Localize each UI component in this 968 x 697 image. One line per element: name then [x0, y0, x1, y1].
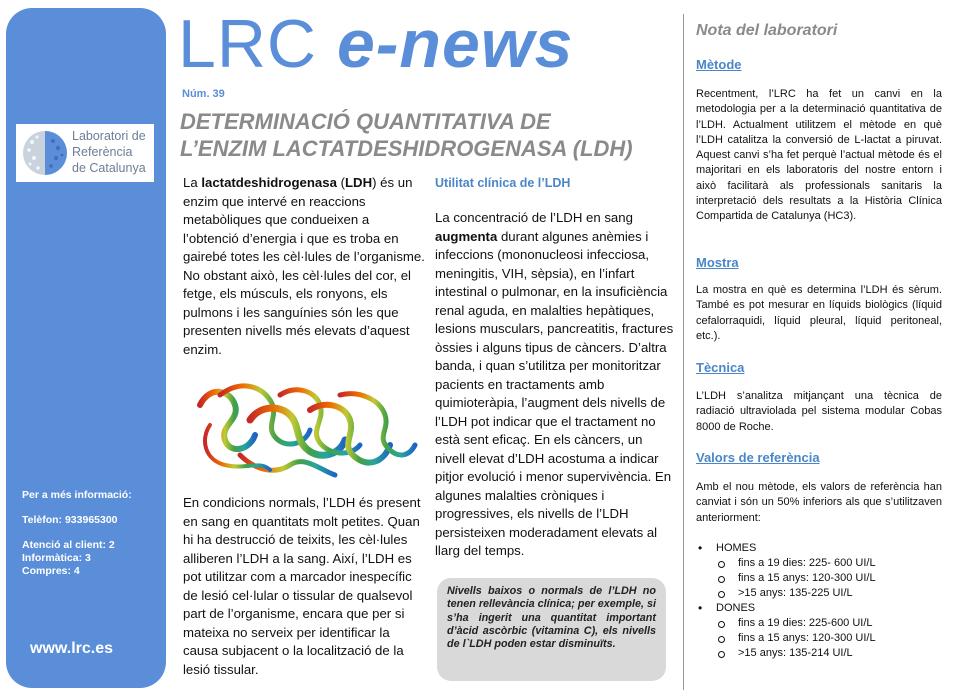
sidebar	[6, 8, 166, 688]
list-group-women: • DONES	[696, 601, 946, 616]
clinical-utility-heading: Utilitat clínica de l’LDH	[435, 176, 571, 190]
logo-line-3: de Catalunya	[72, 161, 146, 175]
method-heading: Mètode	[696, 57, 742, 72]
technique-heading: Tècnica	[696, 360, 745, 375]
intro-bold-term: lactatdeshidrogenasa	[201, 175, 337, 190]
issue-number: Núm. 39	[182, 88, 225, 100]
intro-paragraph	[183, 174, 427, 359]
client-extension: Atenció al client: 2	[22, 539, 115, 551]
website-link[interactable]: www.lrc.es	[30, 640, 113, 657]
headline-line-2: L’ENZIM LACTATDESHIDROGENASA (LDH)	[180, 136, 633, 161]
list-item: fins a 15 anys: 120-300 UI/L	[696, 571, 946, 586]
logo-line-1: Laboratori de	[72, 129, 146, 143]
list-item: >15 anys: 135-214 UI/L	[696, 646, 946, 661]
logo-text	[72, 128, 146, 176]
clinical-utility-paragraph	[435, 209, 675, 561]
info-heading: Per a més informació:	[22, 489, 132, 501]
method-paragraph: Recentment, l’LRC ha fet un canvi en la metodologia per a la determinació quantitativa de l’LDH. Actualment utilitzem el mètode en què l’LDH catalitza la conversió de L-lactat a piruvat. Aquest canvi s’ha fet perquè l’actual mètode és el majoritari en els laboratoris del nostre entorn i això facilitarà als professionals sanitaris la interpretació dels resultats a la Història Clínica Compartida de Catalunya (HC3).	[696, 88, 942, 223]
list-item: fins a 19 dies: 225-600 UI/L	[696, 616, 946, 631]
reference-values-heading: Valors de referència	[696, 450, 820, 465]
logo-line-2: Referència	[72, 145, 133, 159]
list-group-men: • HOMES	[696, 541, 946, 556]
masthead	[178, 6, 573, 82]
clinical-text-2: durant algunes anèmies i infeccions (mononucleosi infecciosa, meningitis, VIH, sèpsia), en l’infart intestinal o pulmonar, en la insuficiència renal aguda, en malalties hepàtiques, lesions musculars, pancreatitis, fractures òssies i alguns tipus de càncers. D’altra banda, i quan s’utilitza per monitoritzar pacients en tractaments amb quimioteràpia, l’augment dels nivells de l’LDH pot indicar que el tractament no està sent eficaç. En els càncers, un nivell elevat d’LDH acostuma a indicar pitjor evolució i menor supervivència. En algunes malalties cròniques i progressives, els nivells de l’LDH persisteixen moderadament elevats al llarg del temps.	[435, 228, 674, 558]
clinical-text-1: La concentració de l’LDH en sang	[435, 210, 633, 225]
phone-number: Telèfon: 933965300	[22, 514, 118, 526]
lrc-logo	[16, 124, 154, 182]
headline-line-1: DETERMINACIÓ QUANTITATIVA DE	[180, 109, 551, 134]
list-item: fins a 15 anys: 120-300 UI/L	[696, 631, 946, 646]
logo-mark-icon	[20, 128, 70, 178]
clinical-bold-term: augmenta	[435, 228, 498, 244]
purchases-extension: Compres: 4	[22, 565, 80, 577]
masthead-lrc: LRC	[178, 6, 318, 82]
lab-note-title: Nota del laboratori	[696, 22, 838, 39]
sample-heading: Mostra	[696, 255, 739, 270]
intro-text-2: (	[336, 175, 345, 190]
protein-structure-image	[180, 365, 420, 490]
reference-values-list	[696, 541, 946, 661]
masthead-enews: e-news	[336, 6, 574, 82]
normal-conditions-paragraph: En condicions normals, l’LDH és present en sang en quantitats molt petites. Quan hi ha destrucció de teixits, les cèl·lules alliberen l’LDH a la sang. Així, l’LDH es pot utilitzar com a marcador inespecífic de lesió cel·lular o tissular de qualsevol part de l’organisme, encara que per si mateixa no serveix per identificar la causa subjacent o la localització de la lesió tissular.	[183, 495, 421, 677]
sample-paragraph: La mostra en què es determina l’LDH és sèrum. També es pot mesurar en líquids biològics (líquid cefalorraquidi, líquid pleural, líquid peritoneal, etc.).	[696, 284, 942, 342]
intro-text-3: ) és un enzim que intervé en reaccions metabòliques que condueixen a l’obtenció d’energia i que es troba en gairebé totes les cèl·lules de l’organisme. No obstant això, les cèl·lules del cor, el fetge, els músculs, els ronyons, els pulmons i les sanguínies són les que presenten nivells més elevats d’aquest enzim.	[183, 175, 425, 357]
technique-paragraph: L’LDH s’analitza mitjançant una tècnica de radiació ultraviolada pel sistema modular Cobas 8000 de Roche.	[696, 390, 942, 433]
column-divider	[683, 14, 684, 690]
callout-box: Nivells baixos o normals de l’LDH no tenen rellevància clínica; per exemple, si s’ha ingerit una quantitat important d’àcid ascòrbic (vitamina C), els nivells de l`LDH poden estar disminuïts.	[437, 578, 666, 681]
it-extension: Informàtica: 3	[22, 552, 91, 564]
reference-values-paragraph: Amb el nou mètode, els valors de referència han canviat i són un 50% inferiors als que s’utilitzaven anteriorment:	[696, 481, 942, 524]
intro-bold-abbr: LDH	[345, 175, 373, 190]
list-item: >15 anys: 135-225 UI/L	[696, 586, 946, 601]
intro-text-1: La	[183, 175, 202, 190]
list-item: fins a 19 dies: 225- 600 UI/L	[696, 556, 946, 571]
article-headline	[180, 108, 680, 162]
